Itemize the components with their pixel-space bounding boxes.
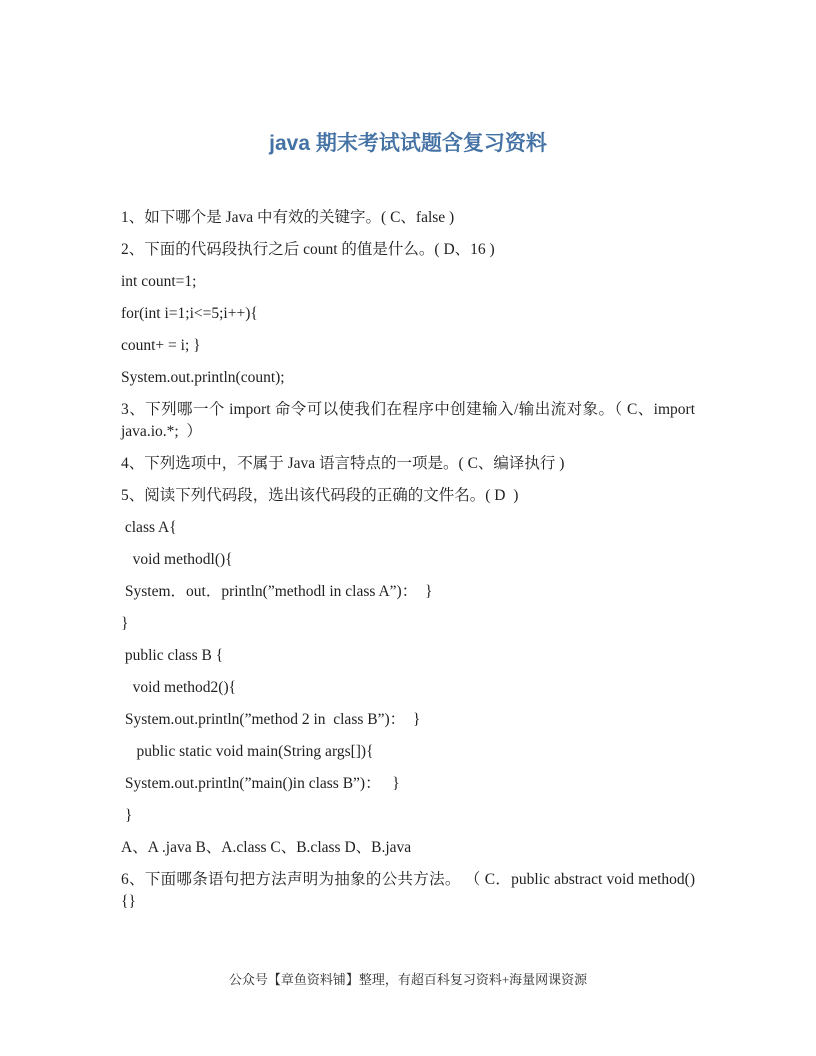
paragraph: 4、下列选项中，不属于 Java 语言特点的一项是。( C、编译执行 ) — [121, 455, 565, 472]
paragraph: System.out.println(”method 2 in class B”)： } — [121, 711, 421, 728]
paragraph: 1、如下哪个是 Java 中有效的关键字。( C、false ) — [121, 209, 455, 226]
paragraph: 6、下面哪条语句把方法声明为抽象的公共方法。 （ C．public abstract void method(){} — [121, 871, 695, 910]
paragraph: A、A .java B、A.class C、B.class D、B.java — [121, 839, 412, 856]
paragraph: void methodl(){ — [121, 551, 233, 568]
paragraph: System．out．println(”methodl in class A”)： } — [121, 583, 433, 600]
paragraph: int count=1; — [121, 273, 197, 290]
paragraph: } — [121, 615, 129, 632]
paragraph: public static void main(String args[]){ — [121, 743, 374, 760]
paragraph: 3、下列哪一个 import 命令可以使我们在程序中创建输入/输出流对象。（ C、import java.io.*; ） — [121, 401, 699, 440]
document-title: java 期末考试试题含复习资料 — [269, 132, 547, 155]
paragraph: count+ = i; } — [121, 337, 201, 354]
document-body — [121, 207, 699, 913]
paragraph: 5、阅读下列代码段，选出该代码段的正确的文件名。( D ) — [121, 487, 519, 504]
paragraph: public class B { — [121, 647, 224, 664]
paragraph: System.out.println(count); — [121, 369, 285, 386]
paragraph: } — [121, 807, 133, 824]
paragraph: for(int i=1;i<=5;i++){ — [121, 305, 258, 322]
paragraph: void method2(){ — [121, 679, 237, 696]
paragraph: 2、下面的代码段执行之后 count 的值是什么。( D、16 ) — [121, 241, 495, 258]
page-footer: 公众号【章鱼资料铺】整理，有超百科复习资料+海量网课资源 — [228, 972, 588, 987]
paragraph: class A{ — [121, 519, 177, 536]
paragraph: System.out.println(”main()in class B”)： } — [121, 775, 400, 792]
